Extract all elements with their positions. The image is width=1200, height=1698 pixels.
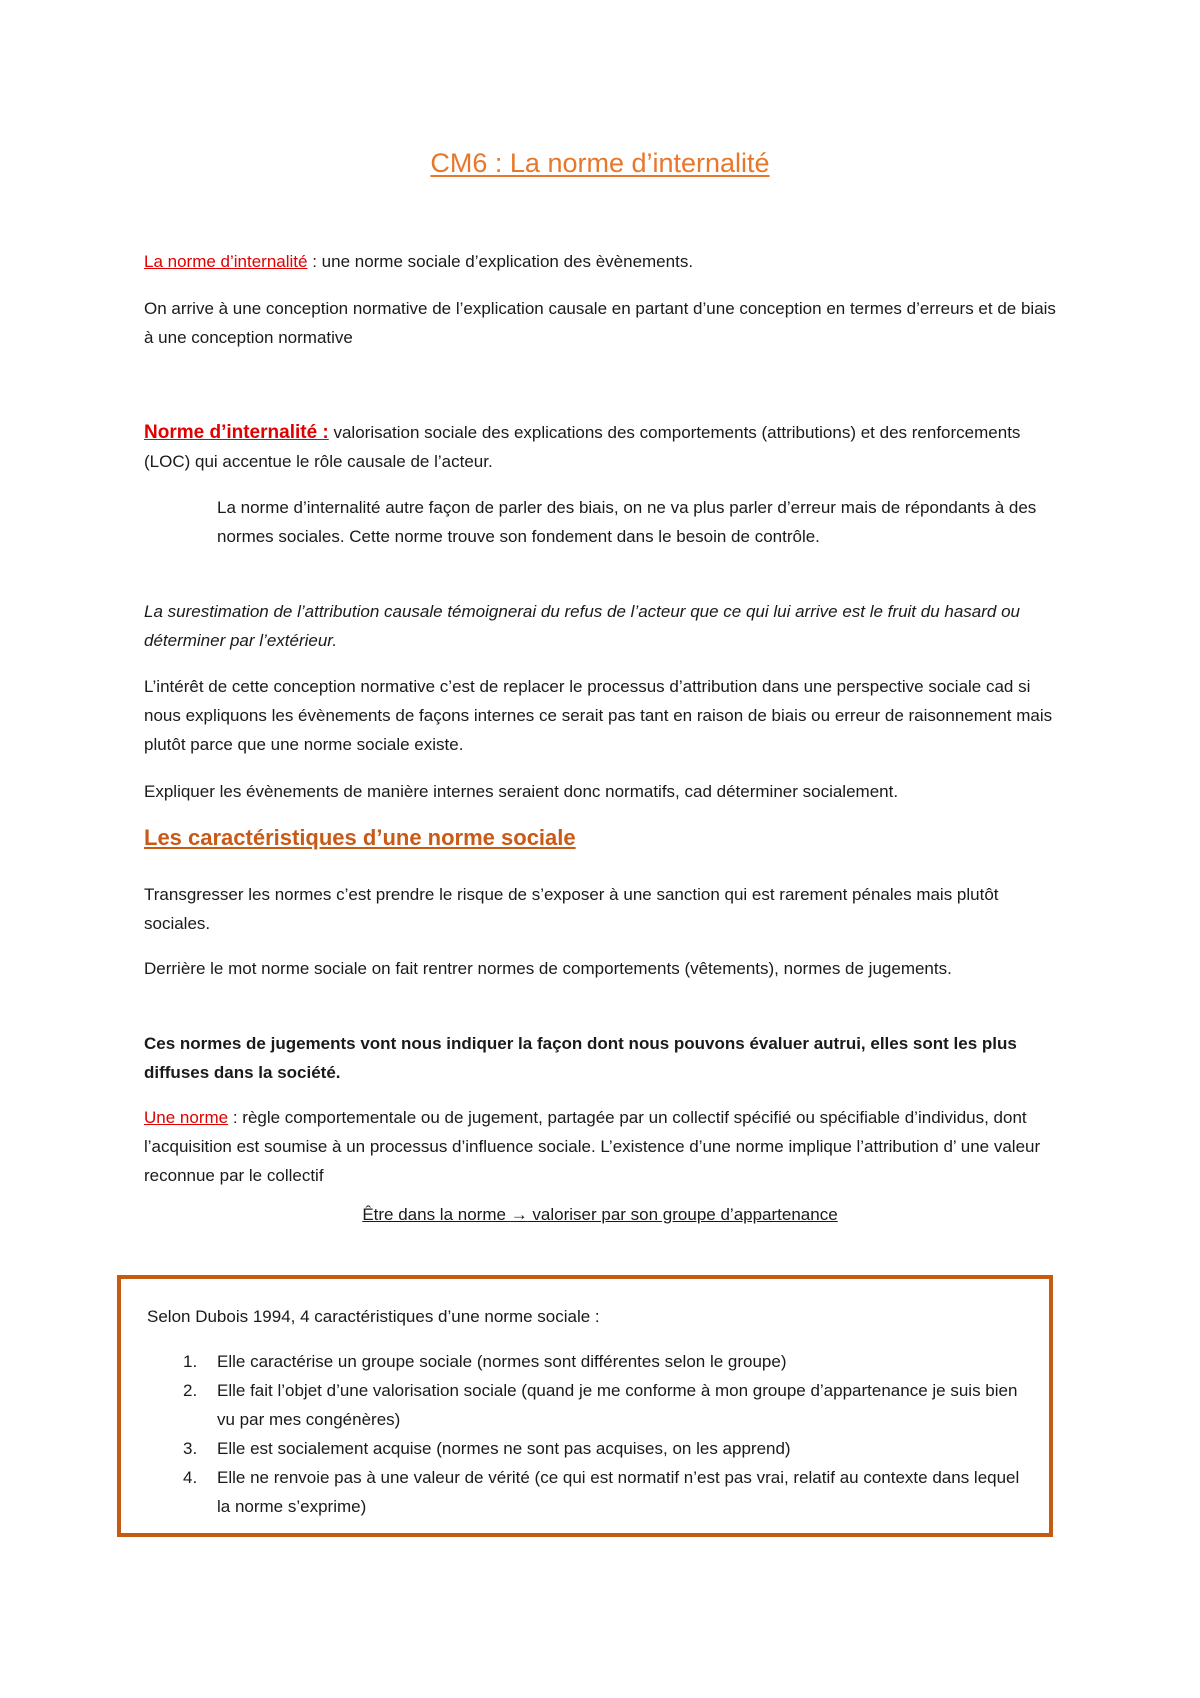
list-item-text: Elle fait l’objet d’une valorisation sociale (quand je me conforme à mon groupe d’appartenance je suis bien vu par mes congénères) xyxy=(217,1381,1018,1429)
term-norme-internalite-heading: Norme d’internalité : xyxy=(144,422,329,443)
paragraph-interet-conception: L’intérêt de cette conception normative c’est de replacer le processus d’attribution dans une perspective sociale cad si nous expliquons les évènements de façons internes ce serait pas tant en raison de biais ou erreur de raisonnement mais plutôt parce que une norme sociale existe. xyxy=(144,677,1053,754)
paragraph-normes-jugements: Ces normes de jugements vont nous indiquer la façon dont nous pouvons évaluer autrui, elles sont les plus diffuses dans la société. xyxy=(144,1034,1017,1082)
list-item xyxy=(147,1376,1027,1434)
term-une-norme: Une norme xyxy=(144,1108,229,1127)
list-item xyxy=(147,1347,1027,1376)
paragraph-norme-internalite xyxy=(144,418,1064,476)
norme-internalite-definition: valorisation sociale des explications des comportements (attributions) et des renforcements (LOC) qui accentue le rôle causale de l’acteur. xyxy=(144,423,1021,471)
list-item-text: Elle caractérise un groupe sociale (normes sont différentes selon le groupe) xyxy=(217,1352,787,1371)
list-item-text: Elle ne renvoie pas à une valeur de vérité (ce qui est normatif n’est pas vrai, relatif au contexte dans lequel la norme s’exprime) xyxy=(217,1468,1020,1516)
list-number: 2. xyxy=(183,1381,198,1400)
list-item xyxy=(147,1434,1027,1463)
list-number: 4. xyxy=(183,1468,198,1487)
term-norme-internalite: La norme d’internalité xyxy=(144,252,308,271)
paragraph-une-norme xyxy=(144,1103,1064,1190)
centered-statement xyxy=(0,1205,1200,1225)
paragraph-expliquer-evenements: Expliquer les évènements de manière internes seraient donc normatifs, cad déterminer socialement. xyxy=(144,782,899,801)
une-norme-definition: : règle comportementale ou de jugement, partagée par un collectif spécifié ou spécifiable d’individus, dont l’acquisition est soumise à un processus d’influence sociale. L’existence d’une norme implique l’attribution d’ une valeur reconnue par le collectif xyxy=(144,1108,1041,1185)
paragraph-surestimation: La surestimation de l’attribution causale témoignerai du refus de l’acteur que ce qui lui arrive est le fruit du hasard ou déterminer par l’extérieur. xyxy=(144,602,1020,650)
paragraph-derriere-mot: Derrière le mot norme sociale on fait rentrer normes de comportements (vêtements), normes de jugements. xyxy=(144,959,952,978)
list-number: 3. xyxy=(183,1439,198,1458)
statement-left: Être dans la norme xyxy=(362,1205,506,1224)
right-arrow-icon: → xyxy=(510,1205,528,1224)
section-heading-caracteristiques: Les caractéristiques d’une norme sociale xyxy=(144,825,576,850)
list-item xyxy=(147,1463,1027,1521)
definition-text: : une norme sociale d’explication des èvènements. xyxy=(307,252,694,271)
characteristics-list xyxy=(147,1347,1027,1521)
box-intro: Selon Dubois 1994, 4 caractéristiques d’une norme sociale : xyxy=(147,1307,600,1326)
dubois-characteristics-box xyxy=(117,1275,1053,1537)
paragraph-conception-normative: On arrive à une conception normative de l’explication causale en partant d’une conception en termes d’erreurs et de biais à une conception normative xyxy=(144,299,1056,347)
paragraph-transgresser: Transgresser les normes c’est prendre le risque de s’exposer à une sanction qui est rarement pénales mais plutôt sociales. xyxy=(144,885,999,933)
statement-right: valoriser par son groupe d’appartenance xyxy=(527,1205,838,1224)
paragraph-indented-biais: La norme d’internalité autre façon de parler des biais, on ne va plus parler d’erreur mais de répondants à des normes sociales. Cette norme trouve son fondement dans le besoin de contrôle. xyxy=(217,498,1037,546)
page-title: CM6 : La norme d’internalité xyxy=(430,148,770,178)
list-item-text: Elle est socialement acquise (normes ne sont pas acquises, on les apprend) xyxy=(217,1439,791,1458)
list-number: 1. xyxy=(183,1352,198,1371)
paragraph-definition-internalite xyxy=(144,247,1064,276)
